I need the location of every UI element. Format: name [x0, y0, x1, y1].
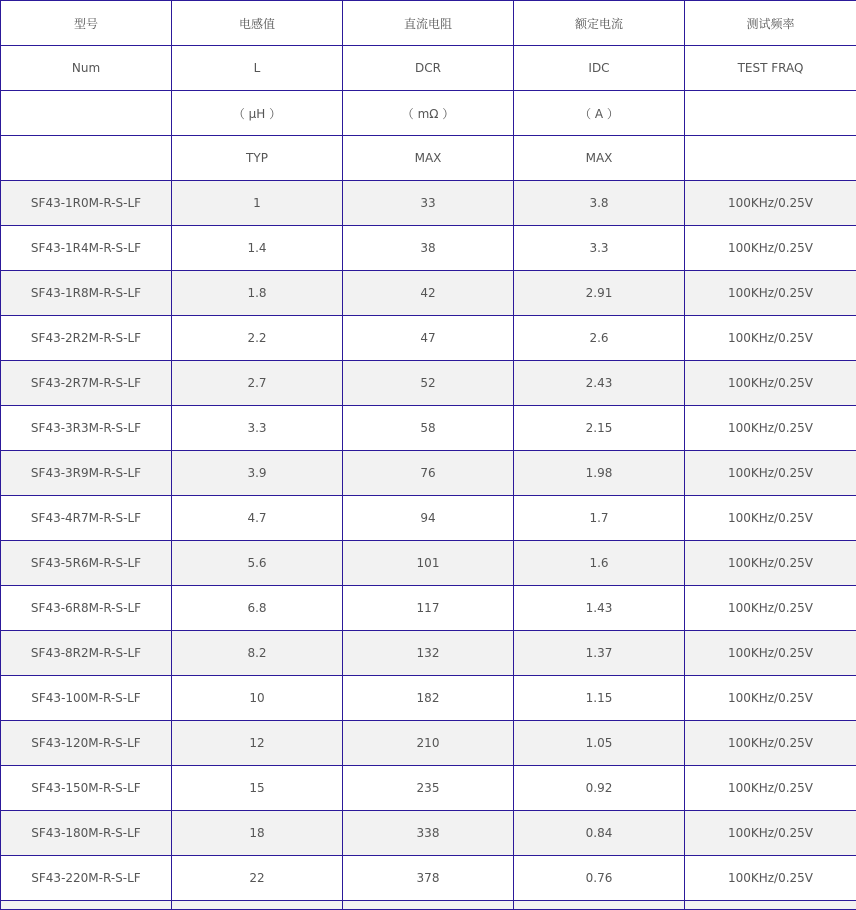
header-cell-dcr-spec: MAX: [343, 136, 514, 181]
cell-test-frequency: 100KHz/0.25V: [685, 856, 856, 901]
table-row: [1, 631, 856, 676]
header-cell-inductance-unit: （ μH ）: [172, 91, 343, 136]
table-row: [1, 811, 856, 856]
cell-rated-current: 0.76: [514, 856, 685, 901]
cell-inductance: 1.4: [172, 226, 343, 271]
cell-dcr: 42: [343, 271, 514, 316]
cell-inductance: 5.6: [172, 541, 343, 586]
cell-inductance: 22: [172, 856, 343, 901]
cell-inductance: 3.9: [172, 451, 343, 496]
table-row: [1, 676, 856, 721]
cell-model: [1, 901, 172, 910]
cell-rated-current: [514, 901, 685, 910]
cell-inductance: 1.8: [172, 271, 343, 316]
cell-inductance: 15: [172, 766, 343, 811]
cell-model: SF43-2R7M-R-S-LF: [1, 361, 172, 406]
cell-model: SF43-100M-R-S-LF: [1, 676, 172, 721]
cell-dcr: 52: [343, 361, 514, 406]
header-cell-model-symbol: Num: [1, 46, 172, 91]
table-row: [1, 361, 856, 406]
cell-rated-current: 2.91: [514, 271, 685, 316]
cell-inductance: 2.2: [172, 316, 343, 361]
cell-model: SF43-150M-R-S-LF: [1, 766, 172, 811]
header-cell-test-frequency-spec: [685, 136, 856, 181]
cell-dcr: [343, 901, 514, 910]
table-row: [1, 496, 856, 541]
cell-test-frequency: 100KHz/0.25V: [685, 226, 856, 271]
header-cell-rated-current: 额定电流: [514, 1, 685, 46]
cell-model: SF43-1R8M-R-S-LF: [1, 271, 172, 316]
cell-inductance: [172, 901, 343, 910]
cell-rated-current: 0.84: [514, 811, 685, 856]
spec-table-body: [1, 1, 856, 910]
cell-rated-current: 3.8: [514, 181, 685, 226]
cell-inductance: 8.2: [172, 631, 343, 676]
cell-model: SF43-3R9M-R-S-LF: [1, 451, 172, 496]
cell-test-frequency: 100KHz/0.25V: [685, 181, 856, 226]
cell-model: SF43-120M-R-S-LF: [1, 721, 172, 766]
cell-rated-current: 1.05: [514, 721, 685, 766]
table-row: [1, 451, 856, 496]
table-row: [1, 226, 856, 271]
cell-test-frequency: 100KHz/0.25V: [685, 811, 856, 856]
header-cell-rated-current-symbol: IDC: [514, 46, 685, 91]
header-cell-dcr: 直流电阻: [343, 1, 514, 46]
header-cell-dcr-symbol: DCR: [343, 46, 514, 91]
cell-dcr: 210: [343, 721, 514, 766]
cell-test-frequency: 100KHz/0.25V: [685, 271, 856, 316]
cell-test-frequency: 100KHz/0.25V: [685, 316, 856, 361]
cell-rated-current: 2.43: [514, 361, 685, 406]
cell-test-frequency: 100KHz/0.25V: [685, 631, 856, 676]
cell-test-frequency: 100KHz/0.25V: [685, 361, 856, 406]
header-cell-model: 型号: [1, 1, 172, 46]
cell-dcr: 182: [343, 676, 514, 721]
header-cell-inductance-spec: TYP: [172, 136, 343, 181]
header-row-title: [1, 1, 856, 46]
table-row: [1, 766, 856, 811]
header-cell-inductance-symbol: L: [172, 46, 343, 91]
cell-model: SF43-6R8M-R-S-LF: [1, 586, 172, 631]
table-row-partial: [1, 901, 856, 910]
cell-test-frequency: 100KHz/0.25V: [685, 721, 856, 766]
cell-dcr: 378: [343, 856, 514, 901]
header-cell-dcr-unit: （ mΩ ）: [343, 91, 514, 136]
cell-model: SF43-1R0M-R-S-LF: [1, 181, 172, 226]
table-row: [1, 181, 856, 226]
header-row-spec-type: [1, 136, 856, 181]
cell-test-frequency: [685, 901, 856, 910]
header-cell-rated-current-spec: MAX: [514, 136, 685, 181]
cell-dcr: 38: [343, 226, 514, 271]
header-cell-test-frequency: 测试频率: [685, 1, 856, 46]
cell-rated-current: 1.15: [514, 676, 685, 721]
cell-model: SF43-180M-R-S-LF: [1, 811, 172, 856]
cell-inductance: 18: [172, 811, 343, 856]
cell-test-frequency: 100KHz/0.25V: [685, 766, 856, 811]
header-row-symbol: [1, 46, 856, 91]
table-row: [1, 271, 856, 316]
table-row: [1, 586, 856, 631]
cell-model: SF43-2R2M-R-S-LF: [1, 316, 172, 361]
cell-test-frequency: 100KHz/0.25V: [685, 541, 856, 586]
cell-inductance: 6.8: [172, 586, 343, 631]
cell-dcr: 33: [343, 181, 514, 226]
header-cell-test-frequency-unit: [685, 91, 856, 136]
table-row: [1, 721, 856, 766]
cell-test-frequency: 100KHz/0.25V: [685, 451, 856, 496]
cell-rated-current: 2.6: [514, 316, 685, 361]
cell-inductance: 3.3: [172, 406, 343, 451]
cell-model: SF43-4R7M-R-S-LF: [1, 496, 172, 541]
cell-model: SF43-3R3M-R-S-LF: [1, 406, 172, 451]
header-row-unit: [1, 91, 856, 136]
cell-inductance: 12: [172, 721, 343, 766]
cell-rated-current: 2.15: [514, 406, 685, 451]
header-cell-model-unit: [1, 91, 172, 136]
cell-rated-current: 1.37: [514, 631, 685, 676]
cell-dcr: 235: [343, 766, 514, 811]
header-cell-inductance: 电感值: [172, 1, 343, 46]
cell-dcr: 47: [343, 316, 514, 361]
cell-inductance: 10: [172, 676, 343, 721]
cell-inductance: 2.7: [172, 361, 343, 406]
cell-inductance: 4.7: [172, 496, 343, 541]
cell-inductance: 1: [172, 181, 343, 226]
cell-test-frequency: 100KHz/0.25V: [685, 406, 856, 451]
cell-dcr: 94: [343, 496, 514, 541]
cell-model: SF43-1R4M-R-S-LF: [1, 226, 172, 271]
table-row: [1, 856, 856, 901]
cell-rated-current: 3.3: [514, 226, 685, 271]
cell-dcr: 117: [343, 586, 514, 631]
header-cell-rated-current-unit: （ A ）: [514, 91, 685, 136]
cell-rated-current: 1.43: [514, 586, 685, 631]
cell-model: SF43-8R2M-R-S-LF: [1, 631, 172, 676]
cell-rated-current: 1.7: [514, 496, 685, 541]
header-cell-test-frequency-symbol: TEST FRAQ: [685, 46, 856, 91]
table-row: [1, 406, 856, 451]
table-row: [1, 316, 856, 361]
cell-dcr: 101: [343, 541, 514, 586]
cell-test-frequency: 100KHz/0.25V: [685, 496, 856, 541]
cell-dcr: 338: [343, 811, 514, 856]
cell-dcr: 76: [343, 451, 514, 496]
cell-rated-current: 0.92: [514, 766, 685, 811]
cell-model: SF43-5R6M-R-S-LF: [1, 541, 172, 586]
cell-model: SF43-220M-R-S-LF: [1, 856, 172, 901]
cell-dcr: 132: [343, 631, 514, 676]
cell-dcr: 58: [343, 406, 514, 451]
cell-test-frequency: 100KHz/0.25V: [685, 586, 856, 631]
cell-rated-current: 1.6: [514, 541, 685, 586]
cell-rated-current: 1.98: [514, 451, 685, 496]
table-row: [1, 541, 856, 586]
header-cell-model-spec: [1, 136, 172, 181]
cell-test-frequency: 100KHz/0.25V: [685, 676, 856, 721]
